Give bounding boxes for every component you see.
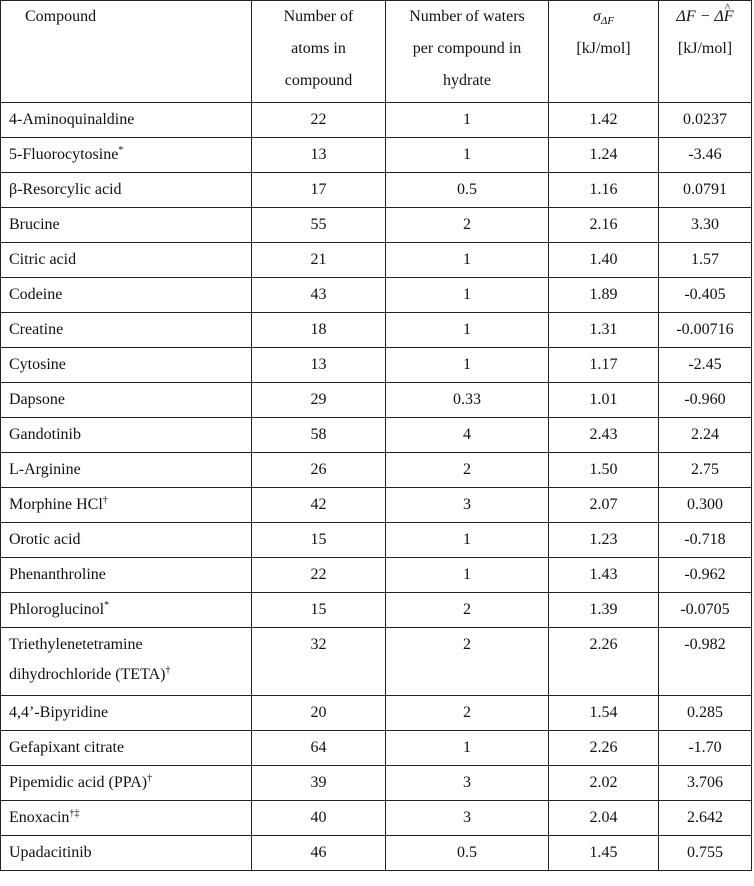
sigma-cell: 1.40 xyxy=(549,243,659,278)
compound-name-text: Dapsone xyxy=(9,391,65,408)
sigma-cell: 1.39 xyxy=(549,593,659,628)
sigma-cell: 1.31 xyxy=(549,313,659,348)
atoms-cell: 32 xyxy=(252,628,386,696)
compound-name xyxy=(1,383,252,418)
sigma-cell: 2.04 xyxy=(549,801,659,836)
diff-cell: 0.755 xyxy=(659,836,752,871)
atoms-cell: 26 xyxy=(252,453,386,488)
diff-cell: 3.30 xyxy=(659,208,752,243)
atoms-cell: 13 xyxy=(252,348,386,383)
sigma-symbol: σ xyxy=(592,8,601,25)
compound-name-text: Cytosine xyxy=(9,356,66,373)
header-waters-line: hydrate xyxy=(443,72,491,89)
atoms-cell: 20 xyxy=(252,696,386,731)
table-row xyxy=(1,731,752,766)
table-row xyxy=(1,696,752,731)
compound-name xyxy=(1,348,252,383)
compound-name-text: Gefapixant citrate xyxy=(9,739,125,756)
sigma-cell: 1.54 xyxy=(549,696,659,731)
table-row xyxy=(1,488,752,523)
sigma-cell: 1.17 xyxy=(549,348,659,383)
waters-cell: 1 xyxy=(386,243,549,278)
waters-cell: 2 xyxy=(386,593,549,628)
sigma-cell: 1.50 xyxy=(549,453,659,488)
table-row xyxy=(1,801,752,836)
compound-name xyxy=(1,696,252,731)
footnote-mark: † xyxy=(147,773,153,784)
sigma-cell: 2.07 xyxy=(549,488,659,523)
diff-cell: 0.0791 xyxy=(659,173,752,208)
atoms-cell: 18 xyxy=(252,313,386,348)
waters-cell: 0.5 xyxy=(386,836,549,871)
table-body xyxy=(1,696,752,871)
diff-cell: -0.960 xyxy=(659,383,752,418)
diff-cell: -0.00716 xyxy=(659,313,752,348)
footnote-mark: †‡ xyxy=(69,808,80,819)
table-row xyxy=(1,313,752,348)
table-row xyxy=(1,138,752,173)
compound-name-text: Gandotinib xyxy=(9,426,81,443)
compound-name-text: Phenanthroline xyxy=(9,566,106,583)
compound-name xyxy=(1,103,252,138)
atoms-cell: 40 xyxy=(252,801,386,836)
sigma-symbol-line xyxy=(553,1,654,33)
sigma-cell: 2.16 xyxy=(549,208,659,243)
diff-hat: ^ F xyxy=(724,1,734,33)
table-row xyxy=(1,766,752,801)
compound-name xyxy=(1,558,252,593)
compound-name xyxy=(1,801,252,836)
compound-name xyxy=(1,278,252,313)
sigma-cell: 1.24 xyxy=(549,138,659,173)
compound-name-text: Brucine xyxy=(9,216,60,233)
diff-cell: -0.718 xyxy=(659,523,752,558)
compound-name-text: Pipemidic acid (PPA) xyxy=(9,774,148,791)
waters-cell: 3 xyxy=(386,488,549,523)
sigma-cell: 1.42 xyxy=(549,103,659,138)
compound-name-text: Creatine xyxy=(9,321,64,338)
diff-cell: 2.642 xyxy=(659,801,752,836)
compound-name-text: L-Arginine xyxy=(9,461,81,478)
header-row xyxy=(1,1,752,103)
diff-unit: [kJ/mol] xyxy=(677,40,733,57)
atoms-cell: 43 xyxy=(252,278,386,313)
table-row xyxy=(1,593,752,628)
sigma-unit: [kJ/mol] xyxy=(576,40,631,57)
compound-name-text: Enoxacin xyxy=(9,809,70,826)
diff-cell: -2.45 xyxy=(659,348,752,383)
atoms-cell: 22 xyxy=(252,103,386,138)
sigma-subscript: ΔF xyxy=(600,15,615,27)
diff-cell: -0.962 xyxy=(659,558,752,593)
atoms-cell: 22 xyxy=(252,558,386,593)
sigma-cell: 2.43 xyxy=(549,418,659,453)
compound-name-text: Phloroglucinol xyxy=(9,601,105,618)
waters-cell: 1 xyxy=(386,348,549,383)
compound-name-text: Citric acid xyxy=(9,251,77,268)
diff-cell: -3.46 xyxy=(659,138,752,173)
header-waters-line: per compound in xyxy=(412,40,522,57)
header-waters-line: Number of waters xyxy=(409,8,525,25)
compound-name xyxy=(1,138,252,173)
atoms-cell: 15 xyxy=(252,523,386,558)
compound-name xyxy=(1,593,252,628)
atoms-cell: 15 xyxy=(252,593,386,628)
compound-name xyxy=(1,208,252,243)
table-body-teta xyxy=(1,628,752,696)
sigma-cell: 2.26 xyxy=(549,731,659,766)
atoms-cell: 55 xyxy=(252,208,386,243)
compound-name xyxy=(1,488,252,523)
compound-name xyxy=(1,453,252,488)
compound-name-text: Codeine xyxy=(9,286,63,303)
diff-symbol-line xyxy=(663,1,747,33)
footnote-mark: † xyxy=(165,665,171,676)
compound-name-line xyxy=(9,660,247,690)
compound-name-text: β-Resorcylic acid xyxy=(9,181,122,198)
waters-cell: 2 xyxy=(386,208,549,243)
table-row xyxy=(1,103,752,138)
footnote-mark: † xyxy=(102,495,108,506)
waters-cell: 0.33 xyxy=(386,383,549,418)
waters-cell: 4 xyxy=(386,418,549,453)
sigma-cell: 1.45 xyxy=(549,836,659,871)
sigma-cell: 1.89 xyxy=(549,278,659,313)
compound-name xyxy=(1,731,252,766)
diff-cell: 0.300 xyxy=(659,488,752,523)
header-diff xyxy=(659,1,752,103)
table-row xyxy=(1,348,752,383)
diff-cell: -0.982 xyxy=(659,628,752,696)
compound-name-text: 4,4’-Bipyridine xyxy=(9,704,109,721)
table-row xyxy=(1,418,752,453)
diff-cell: -1.70 xyxy=(659,731,752,766)
compound-name xyxy=(1,173,252,208)
diff-cell: 3.706 xyxy=(659,766,752,801)
waters-cell: 2 xyxy=(386,453,549,488)
waters-cell: 1 xyxy=(386,138,549,173)
sigma-cell: 1.43 xyxy=(549,558,659,593)
diff-cell: -0.0705 xyxy=(659,593,752,628)
diff-cell: 1.57 xyxy=(659,243,752,278)
sigma-cell: 1.01 xyxy=(549,383,659,418)
diff-cell: -0.405 xyxy=(659,278,752,313)
compound-name-line: Triethylenetetramine xyxy=(9,636,143,653)
compound-name-text: 4-Aminoquinaldine xyxy=(9,111,135,128)
diff-cell: 2.75 xyxy=(659,453,752,488)
diff-cell: 0.0237 xyxy=(659,103,752,138)
waters-cell: 0.5 xyxy=(386,173,549,208)
atoms-cell: 13 xyxy=(252,138,386,173)
diff-left: ΔF − Δ xyxy=(676,8,724,25)
waters-cell: 1 xyxy=(386,731,549,766)
header-sigma xyxy=(549,1,659,103)
header-atoms-line: atoms in xyxy=(291,40,346,57)
atoms-cell: 64 xyxy=(252,731,386,766)
waters-cell: 2 xyxy=(386,696,549,731)
compound-name xyxy=(1,628,252,696)
compound-name xyxy=(1,523,252,558)
header-waters xyxy=(386,1,549,103)
atoms-cell: 42 xyxy=(252,488,386,523)
atoms-cell: 58 xyxy=(252,418,386,453)
diff-cell: 2.24 xyxy=(659,418,752,453)
waters-cell: 3 xyxy=(386,801,549,836)
header-atoms-line: compound xyxy=(284,72,353,89)
diff-cell: 0.285 xyxy=(659,696,752,731)
header-atoms-line: Number of xyxy=(283,8,354,25)
table-row xyxy=(1,453,752,488)
waters-cell: 3 xyxy=(386,766,549,801)
compound-name-text: 5-Fluorocytosine xyxy=(9,146,119,163)
footnote-mark: * xyxy=(118,145,124,156)
footnote-mark: * xyxy=(104,600,110,611)
header-atoms xyxy=(252,1,386,103)
table-row xyxy=(1,628,752,696)
waters-cell: 1 xyxy=(386,278,549,313)
waters-cell: 1 xyxy=(386,103,549,138)
table-row xyxy=(1,523,752,558)
atoms-cell: 39 xyxy=(252,766,386,801)
compound-name xyxy=(1,418,252,453)
compound-name xyxy=(1,313,252,348)
atoms-cell: 21 xyxy=(252,243,386,278)
sigma-cell: 1.16 xyxy=(549,173,659,208)
table-body xyxy=(1,103,752,628)
table-row xyxy=(1,278,752,313)
compound-name-text: Upadacitinib xyxy=(9,844,92,861)
table-row xyxy=(1,208,752,243)
compound-name-text: Orotic acid xyxy=(9,531,81,548)
table-row xyxy=(1,836,752,871)
compound-name xyxy=(1,836,252,871)
table-row xyxy=(1,173,752,208)
compound-name xyxy=(1,243,252,278)
compound-name-text: Morphine HCl xyxy=(9,496,103,513)
table-row xyxy=(1,383,752,418)
waters-cell: 1 xyxy=(386,558,549,593)
atoms-cell: 46 xyxy=(252,836,386,871)
waters-cell: 1 xyxy=(386,523,549,558)
atoms-cell: 29 xyxy=(252,383,386,418)
table-row xyxy=(1,243,752,278)
compound-name-part: dihydrochloride (TETA) xyxy=(9,666,166,683)
sigma-cell: 1.23 xyxy=(549,523,659,558)
waters-cell: 2 xyxy=(386,628,549,696)
atoms-cell: 17 xyxy=(252,173,386,208)
sigma-cell: 2.02 xyxy=(549,766,659,801)
waters-cell: 1 xyxy=(386,313,549,348)
compound-name xyxy=(1,766,252,801)
table-row xyxy=(1,558,752,593)
sigma-cell: 2.26 xyxy=(549,628,659,696)
header-compound: Compound xyxy=(1,1,252,103)
